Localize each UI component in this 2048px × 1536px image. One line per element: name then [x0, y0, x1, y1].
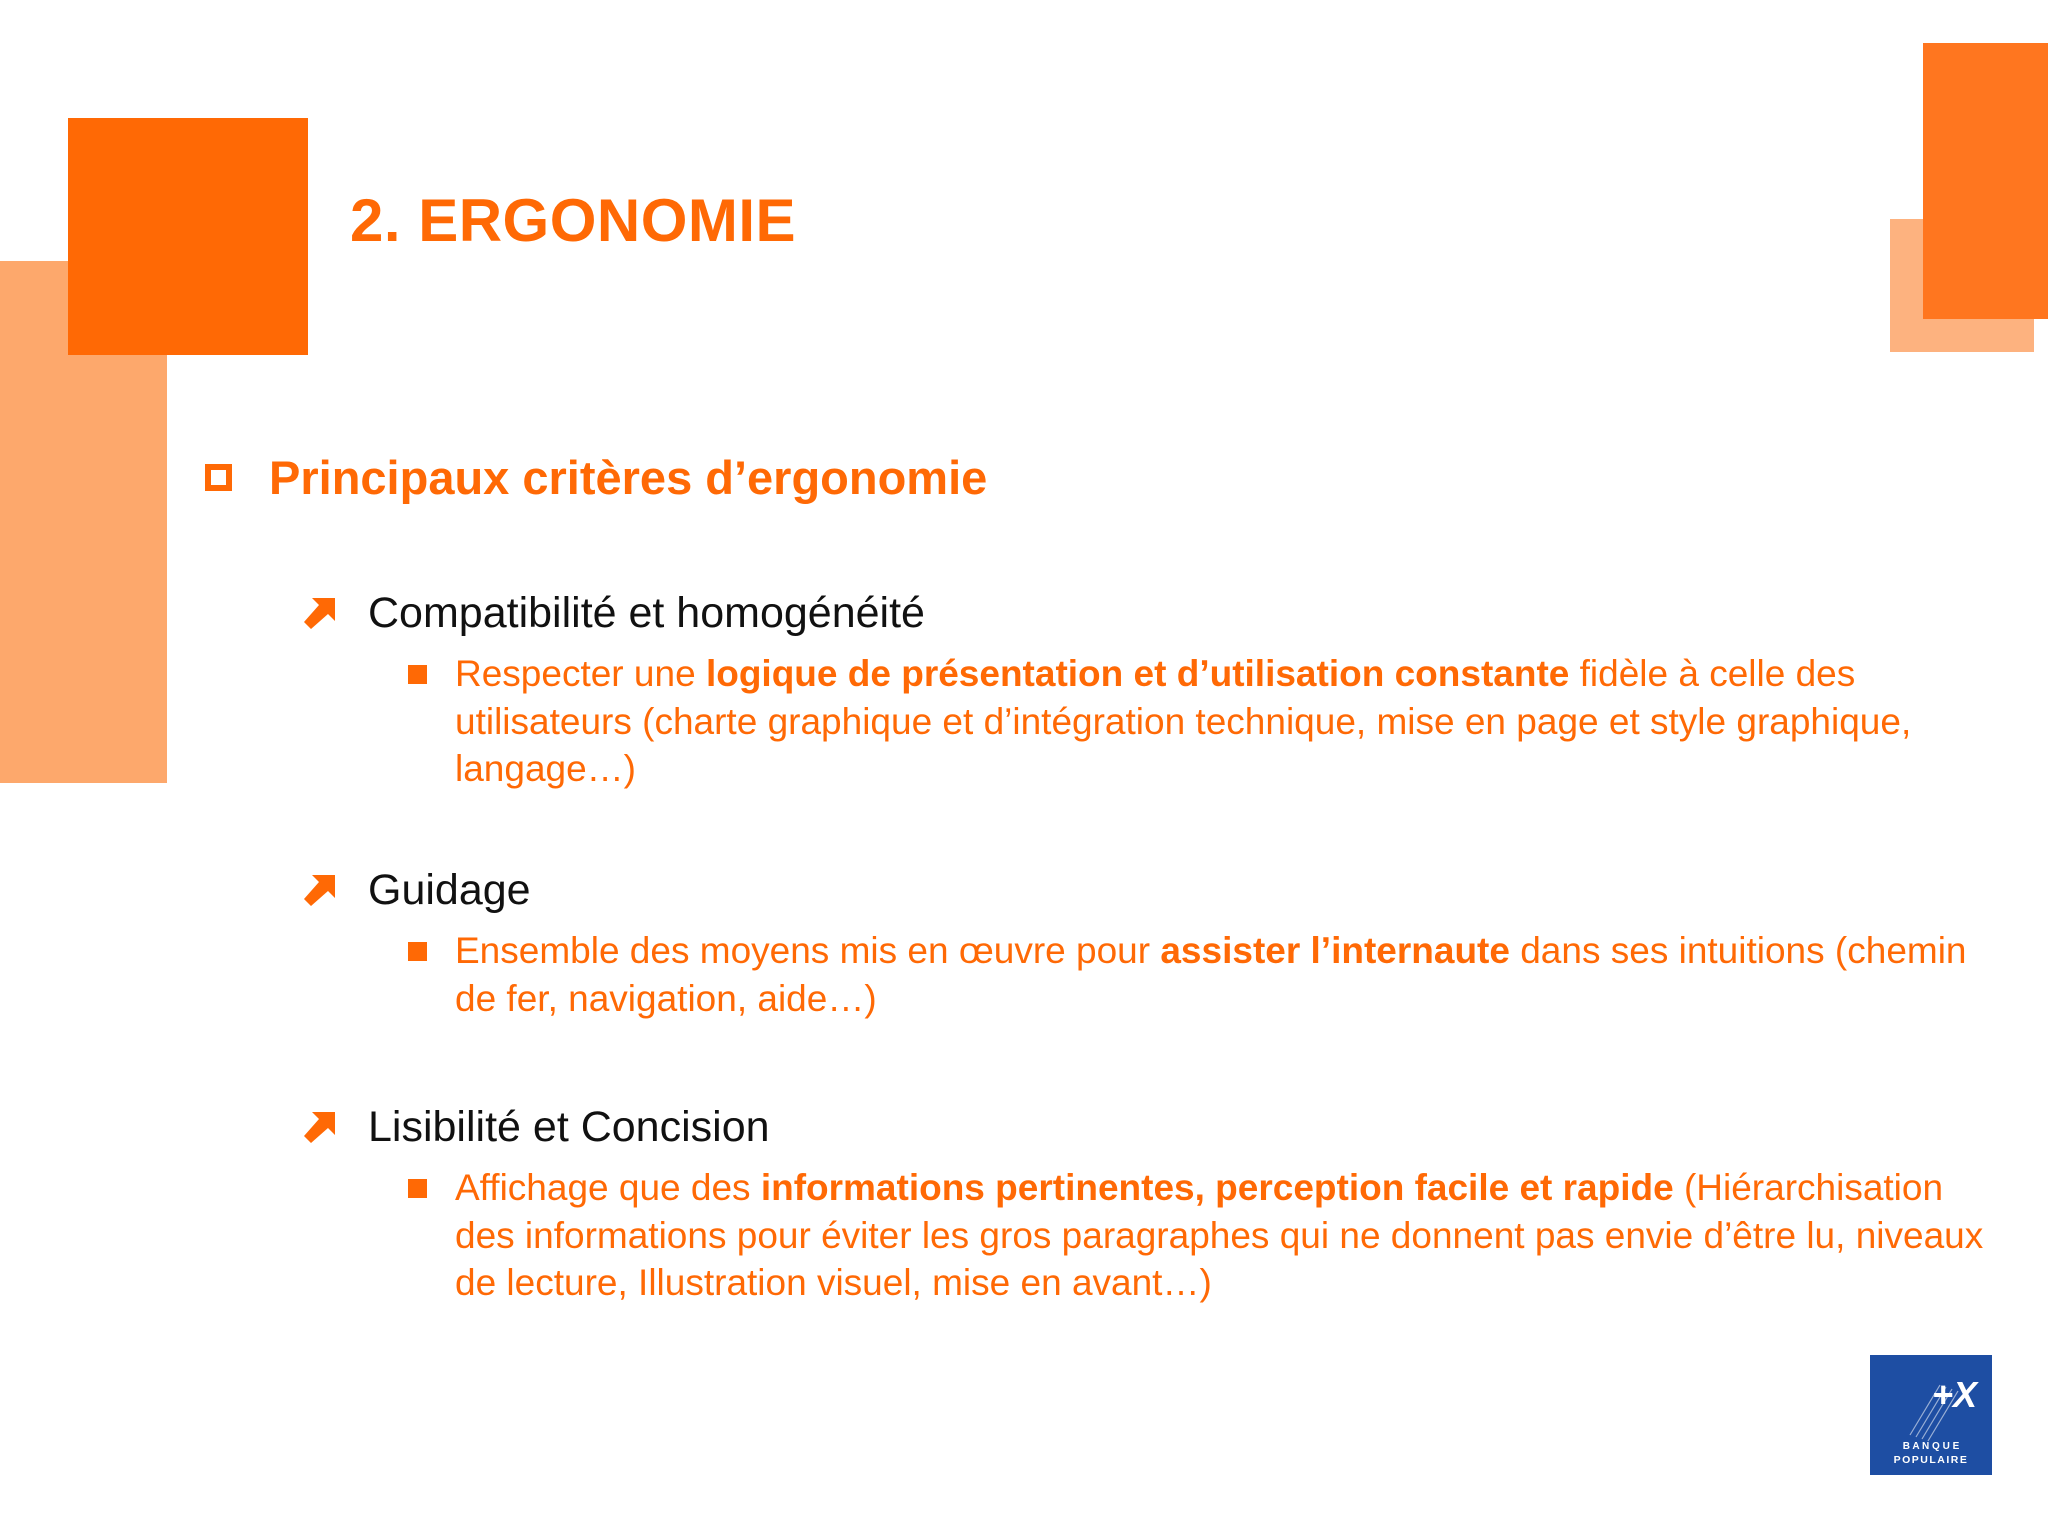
- description-text: fidèle à celle des utilisateurs (charte graphique et d’intégration technique, mise en page et style graphique, langage…): [455, 653, 1912, 789]
- criterion-detail: [408, 650, 1995, 793]
- criterion-lisibilite: [302, 1102, 770, 1152]
- criterion-description: [455, 650, 1995, 793]
- arrow-up-right-icon: [302, 595, 338, 631]
- filled-square-icon: [408, 942, 427, 961]
- decor-block-right-dark: [1923, 43, 2048, 319]
- description-text: Affichage que des: [455, 1167, 761, 1208]
- section-heading: [205, 450, 987, 505]
- description-text: (Hiérarchisation des informations pour éviter les gros paragraphes qui ne donnent pas envie d’être lu, niveaux de lecture, Illustration visuel, mise en avant…): [455, 1167, 1984, 1303]
- criterion-description: [455, 927, 1995, 1022]
- section-title: Principaux critères d’ergonomie: [269, 451, 988, 504]
- description-emphasis: assister l’internaute: [1160, 930, 1510, 971]
- hollow-square-icon: [205, 464, 232, 491]
- criterion-title: Compatibilité et homogénéité: [368, 588, 925, 637]
- logo-symbol: +X: [1932, 1374, 1978, 1415]
- description-text: dans ses intuitions (chemin de fer, navigation, aide…): [455, 930, 1967, 1019]
- description-emphasis: logique de présentation et d’utilisation constante: [705, 653, 1570, 694]
- criterion-compatibilite: [302, 588, 925, 638]
- criterion-title: Lisibilité et Concision: [368, 1102, 770, 1151]
- description-text: Ensemble des moyens mis en œuvre pour: [455, 930, 1161, 971]
- filled-square-icon: [408, 665, 427, 684]
- banque-populaire-logo: [1870, 1355, 1992, 1475]
- filled-square-icon: [408, 1179, 427, 1198]
- criterion-detail: [408, 927, 1995, 1022]
- criterion-guidage: [302, 865, 531, 915]
- description-emphasis: informations pertinentes, perception facile et rapide: [760, 1167, 1674, 1208]
- description-text: Respecter une: [455, 653, 706, 694]
- criterion-description: [455, 1164, 1995, 1307]
- arrow-up-right-icon: [302, 872, 338, 908]
- criterion-title: Guidage: [368, 865, 531, 914]
- decor-block-left-dark: [68, 118, 308, 355]
- slide-title: 2. ERGONOMIE: [350, 187, 797, 254]
- arrow-up-right-icon: [302, 1109, 338, 1145]
- logo-line1: B A N Q U E: [1902, 1441, 1960, 1452]
- logo-line2: POPULAIRE: [1893, 1454, 1969, 1466]
- criterion-detail: [408, 1164, 1995, 1307]
